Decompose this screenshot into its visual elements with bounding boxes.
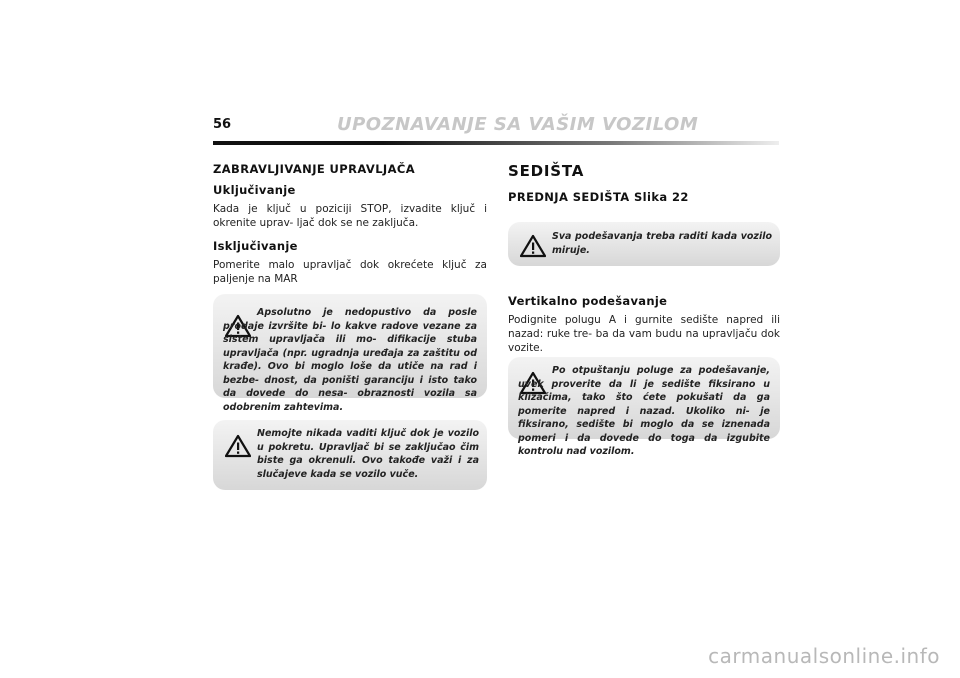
subsection-title-front-seats: PREDNJA SEDIŠTA Slika 22 (508, 190, 689, 204)
section-title-seats: SEDIŠTA (508, 162, 585, 180)
warning-box-adjust-stationary (508, 222, 780, 266)
heading-engage: Uključivanje (213, 183, 296, 197)
left-column (213, 162, 487, 286)
warning-text-steering-modifications: Apsolutno je nedopustivo da posle prodaje izvršite bi- lo kakve radove vezane za sistem upravljača ili mo- difikacije stuba upravljača (npr. ugradnja uređaja za zaštitu od krađe). Ovo bi moglo loše da utiče na rad i bezbe- dnost, da poništi garanciju i isto tako da dovede do nesa- obraznosti vozila sa odobrenim zahtevima. (223, 307, 477, 413)
heading-vertical-adjustment: Vertikalno podešavanje (508, 294, 668, 308)
warning-triangle-icon (520, 234, 546, 258)
warning-text-seat-locked: Po otpuštanju poluge za podešavanje, uvek proverite da li je sedište fiksirano u klizačima, tako što ćete pokušati da ga pomerite napred i nazad. Ukoliko ni- je fiksirano, sedište bi moglo da se iznenada pomeri i da dovede do toga da izgubite kontrolu nad vozilom. (518, 365, 770, 457)
vertical-adjustment-section (508, 294, 780, 355)
warning-box-key-removal (213, 420, 487, 490)
paragraph-disengage: Pomerite malo upravljač dok okrećete ključ za paljenje na MAR (213, 259, 487, 285)
warning-text-key-removal: Nemojte nikada vaditi ključ dok je vozilo u pokretu. Upravljač bi se zaključao čim biste ga okrenuli. Ovo takođe važi i za slučajeve kada se vozilo vuče. (257, 428, 479, 480)
paragraph-engage: Kada je ključ u poziciji STOP, izvadite ključ i okrenite uprav- ljač dok se ne zaključa. (213, 203, 487, 229)
section-title-steering-lock: ZABRAVLJIVANJE UPRAVLJAČA (213, 162, 416, 176)
right-column (508, 162, 780, 204)
heading-disengage: Isključivanje (213, 239, 298, 253)
warning-box-steering-modifications (213, 294, 487, 413)
running-title: UPOZNAVANJE SA VAŠIM VOZILOM (337, 114, 699, 135)
watermark: carmanualsonline.info (708, 644, 940, 668)
warning-triangle-icon (225, 434, 251, 458)
header-rule (213, 141, 779, 145)
warning-box-seat-locked (508, 357, 780, 457)
warning-text-adjust-stationary: Sva podešavanja treba raditi kada vozilo miruje. (552, 231, 772, 256)
page-number: 56 (213, 117, 232, 132)
paragraph-vertical-adjustment: Podignite polugu A i gurnite sedište napred ili nazad: ruke tre- ba da vam budu na upravljaču dok vozite. (508, 314, 780, 354)
